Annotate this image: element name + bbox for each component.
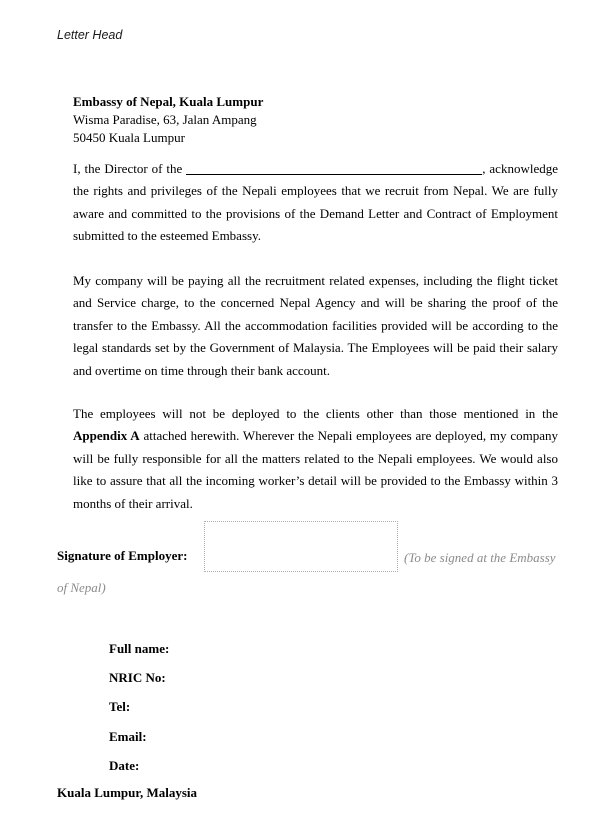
signature-of-employer-label: Signature of Employer: bbox=[57, 548, 188, 563]
employer-details-block bbox=[109, 641, 169, 787]
recipient-name: Embassy of Nepal, Kuala Lumpur bbox=[73, 94, 264, 109]
recipient-address-line2: 50450 Kuala Lumpur bbox=[73, 130, 185, 145]
field-label-date: Date: bbox=[109, 757, 140, 773]
field-label-tel: Tel: bbox=[109, 699, 131, 715]
company-name-blank-field[interactable] bbox=[186, 162, 482, 175]
paragraph-deployment bbox=[73, 403, 558, 515]
field-label-full-name: Full name: bbox=[109, 641, 170, 656]
signature-note-line2: of Nepal) bbox=[57, 580, 106, 595]
signature-note-line1: (To be signed at the Embassy bbox=[404, 550, 556, 565]
p1-text-before-blank: I, the Director of the bbox=[73, 161, 187, 176]
signature-box[interactable] bbox=[204, 521, 398, 572]
paragraph-acknowledgement bbox=[73, 158, 558, 248]
recipient-address-block bbox=[73, 93, 263, 147]
closing-location: Kuala Lumpur, Malaysia bbox=[57, 785, 198, 800]
appendix-a-reference: Appendix A bbox=[73, 428, 140, 444]
p1-text-after-blank: , acknowledge the rights and privileges of the Nepali employees that we recruit from Nepal. We are fully aware and committed to the provisions of the Demand Letter and Contract of Employment submitted to the esteemed Embassy. bbox=[73, 161, 558, 244]
p3-text-before-appendix: The employees will not be deployed to the clients other than those mentioned in the bbox=[73, 406, 558, 421]
p3-text-after-appendix: attached herewith. Wherever the Nepali employees are deployed, my company will be fully responsible for all the matters related to the Nepali employees. We would also like to assure that all the incoming worker’s detail will be provided to the Embassy within 3 months of their arrival. bbox=[73, 428, 558, 511]
letterhead-placeholder: Letter Head bbox=[57, 28, 123, 42]
recipient-address-line1: Wisma Paradise, 63, Jalan Ampang bbox=[73, 112, 257, 127]
paragraph-expenses: My company will be paying all the recruitment related expenses, including the flight ticket and Service charge, to the concerned Nepal Agency and will be sharing the proof of the transfer to the Embassy. All the accommodation facilities provided will be according to the legal standards set by the Government of Malaysia. The Employees will be paid their salary and overtime on time through their bank account. bbox=[73, 273, 558, 378]
field-label-email: Email: bbox=[109, 728, 147, 744]
field-label-nric-no: NRIC No: bbox=[109, 670, 166, 686]
